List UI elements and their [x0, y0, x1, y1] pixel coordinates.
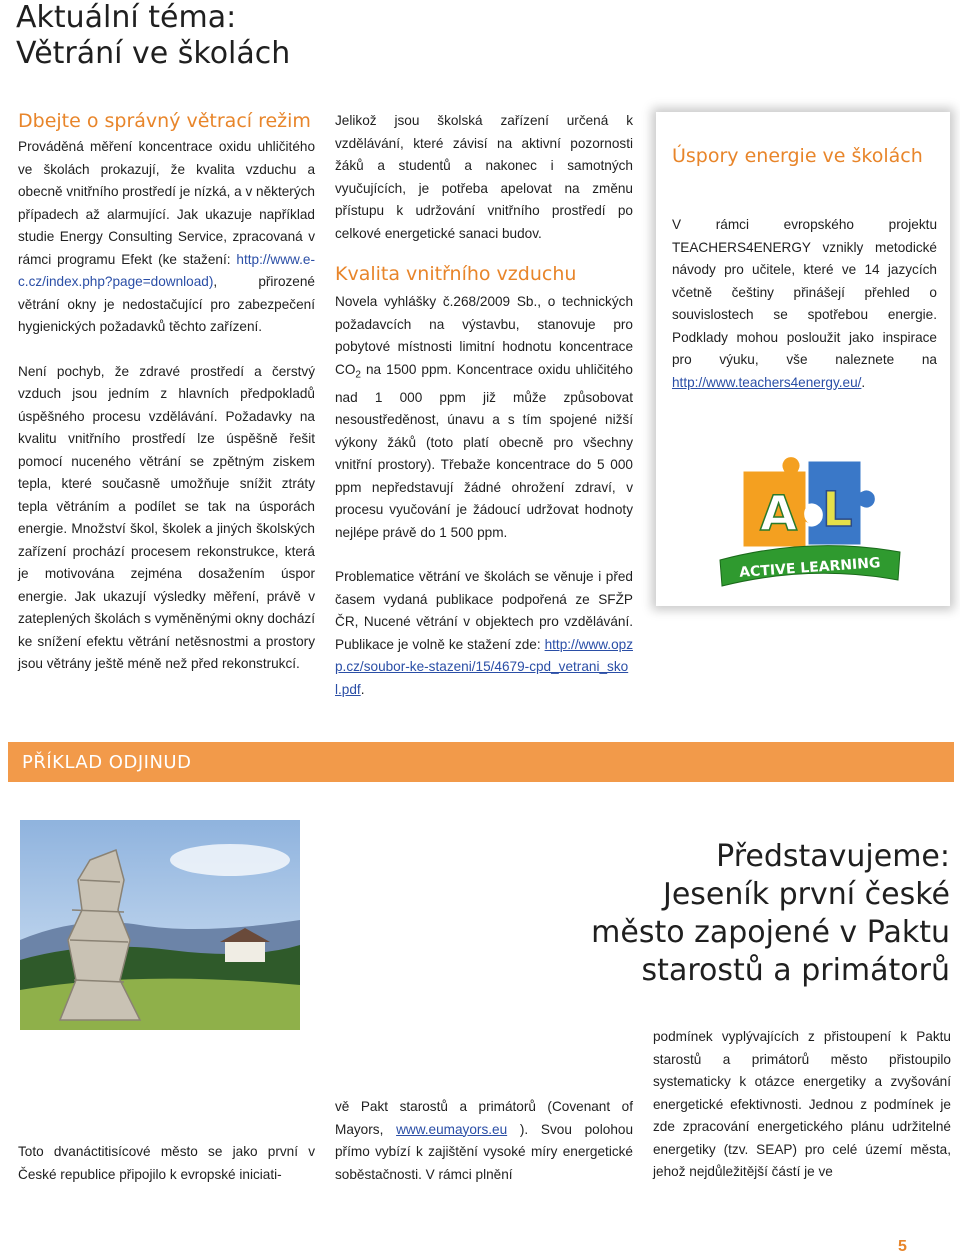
article-column-1 [18, 108, 315, 676]
col2-paragraph-2-text: Novela vyhlášky č.268/2009 Sb., o technických požadavcích na výstavbu, stanovuje pro pobytové místnosti limitní hodnotu koncentrace CO [335, 294, 633, 377]
efekt-download-link[interactable]: http://www.e-c.cz/index.php?page=download) [18, 251, 315, 289]
feature-column-2-end: ). Svou polohou přímo vybízí k zajištění vysoké míry energetické soběstačnosti. V rámci plnění [335, 1121, 633, 1182]
col2-paragraph-2-end: na 1500 ppm. Koncentrace oxidu uhličitého nad 1 000 ppm již může způsobovat nesoustředěnost, únavu a s tím spojené nižší výkony žáků (toto platí obecně pro všechny vnitřní prostory). Třebaže koncentrace do 5 000 ppm nepředstavují žádné ohrožení zdraví, v procesu vyučování je žádoucí udržovat hodnoty nejlépe právě do 1 500 ppm. [335, 361, 633, 540]
feature-title-line-4: starostů a primátorů [641, 953, 950, 988]
box-text-end: . [861, 374, 866, 390]
logo-text: ACTIVE LEARNING [738, 555, 881, 581]
col2-paragraph-2 [335, 291, 633, 544]
box-heading: Úspory energie ve školách [672, 145, 923, 167]
feature-column-2-text: vě Pakt starostů a primátorů (Covenant of Mayors, [335, 1099, 633, 1137]
active-learning-logo [712, 440, 908, 590]
logo-letter-a: A [760, 486, 798, 542]
col2-paragraph-3-end: . [360, 681, 365, 697]
logo-letter-l: L [822, 482, 853, 538]
feature-title-line-3: město zapojené v Paktu [591, 915, 950, 950]
feature-column-3: podmínek vyplývajících z přistoupení k Paktu starostů a primátorů město přistoupilo systematicky k otázce energetiky a zvyšování energetické efektivnosti. Jednou z podmínek je zde zpracování energetického plánu udržitelné energetiky (tzv. SEAP) pro celé území města, jehož nejdůležitější částí je ve [653, 1029, 951, 1179]
jesenik-photo [20, 820, 300, 1030]
section-banner-label: PŘÍKLAD ODJINUD [22, 752, 192, 773]
col2-paragraph-1: Jelikož jsou školská zařízení určená k vzdělávání, které závisí na aktivní pozornosti žáků a studentů a nakonec i samotných vyučujících, je potřeba apelovat na změnu přístupu k udržování vnitřního prostředí po celkové energetické sanaci budov. [335, 113, 633, 241]
feature-title-line-1: Představujeme: [716, 839, 950, 874]
col2-paragraph-3-text: Problematice větrání ve školách se věnuje i před časem vydaná publikace podpořená ze SFŽP ČR, Nucené větrání v objektech pro vzdělávání. Publikace je volně ke stažení zde: [335, 569, 633, 652]
page-title-line-2: Větrání ve školách [16, 36, 291, 71]
page-title [16, 0, 616, 72]
section-heading-air-quality: Kvalita vnitřního vzduchu [335, 263, 577, 285]
col1-paragraph-1 [18, 136, 315, 339]
eumayors-link[interactable]: www.eumayors.eu [396, 1121, 508, 1137]
col2-paragraph-3 [335, 566, 633, 701]
page-number: 5 [898, 1238, 907, 1255]
col1-paragraph-1-text: Prováděná měření koncentrace oxidu uhličitého ve školách prokazují, že kvalita vzduchu a obecně vnitřního prostředí je nízká, a v některých případech až alarmující. Jak ukazuje například studie Energy Consulting Service, zpracovaná v rámci programu Efekt (ke stažení: [18, 139, 315, 267]
article-column-2 [335, 110, 633, 701]
teachers4energy-link[interactable]: http://www.teachers4energy.eu/ [672, 374, 862, 390]
opzp-download-link[interactable]: http://www.opzp.cz/soubor-ke-stazeni/15/4679-cpd_vetrani_skol.pdf [335, 636, 633, 697]
photo-cloud [170, 844, 290, 876]
photo-building [225, 940, 265, 962]
box-text [672, 214, 937, 394]
photo-meadow [20, 979, 300, 1030]
feature-column-1: Toto dvanáctitisícové město se jako první v České republice připojilo k evropské iniciati- [18, 1144, 315, 1182]
page-title-line-1: Aktuální téma: [16, 0, 237, 35]
col1-paragraph-1-end: , přirozené větrání okny je nedostačující pro zabezpečení hygienických požadavků těchto zařízení. [18, 274, 315, 334]
box-text-body: V rámci evropského projektu TEACHERS4ENERGY vznikly metodické návody pro učitele, které ve 14 jazycích včetně češtiny přinášejí přehled o souvislostech se spotřebou energie. Podklady mohou posloužit jako inspirace pro výuku, vše naleznete na [672, 217, 937, 367]
section-heading-ventilation: Dbejte o správný větrací režim [18, 110, 311, 132]
co2-subscript: 2 [355, 369, 361, 381]
feature-title-line-2: Jeseník první české [662, 877, 950, 912]
col1-paragraph-2: Není pochyb, že zdravé prostředí a čerstvý vzduch jsou jedním z hlavních předpokladů úspěšného procesu vzdělávání. Požadavky na kvalitu vnitřního prostředí lze úspěšně řešit pomocí nuceného větrání se zpětným ziskem tepla, které současně umožňuje snížit ztráty tepla větráním a podílet se tak na úsporách energie. Množství škol, školek a jiných školských zařízení prochází procesem rekonstrukce, která je motivována zejména dosažením úspor energie. Jak ukazují výsledky měření, právě v zateplených školách s vyměněnými okny dochází ke snížení efektu větrání netěsnostmi a prostory jsou větrány ještě méně než před rekonstrukcí. [18, 363, 315, 671]
feature-column-2 [335, 1096, 633, 1186]
feature-title [450, 838, 950, 990]
